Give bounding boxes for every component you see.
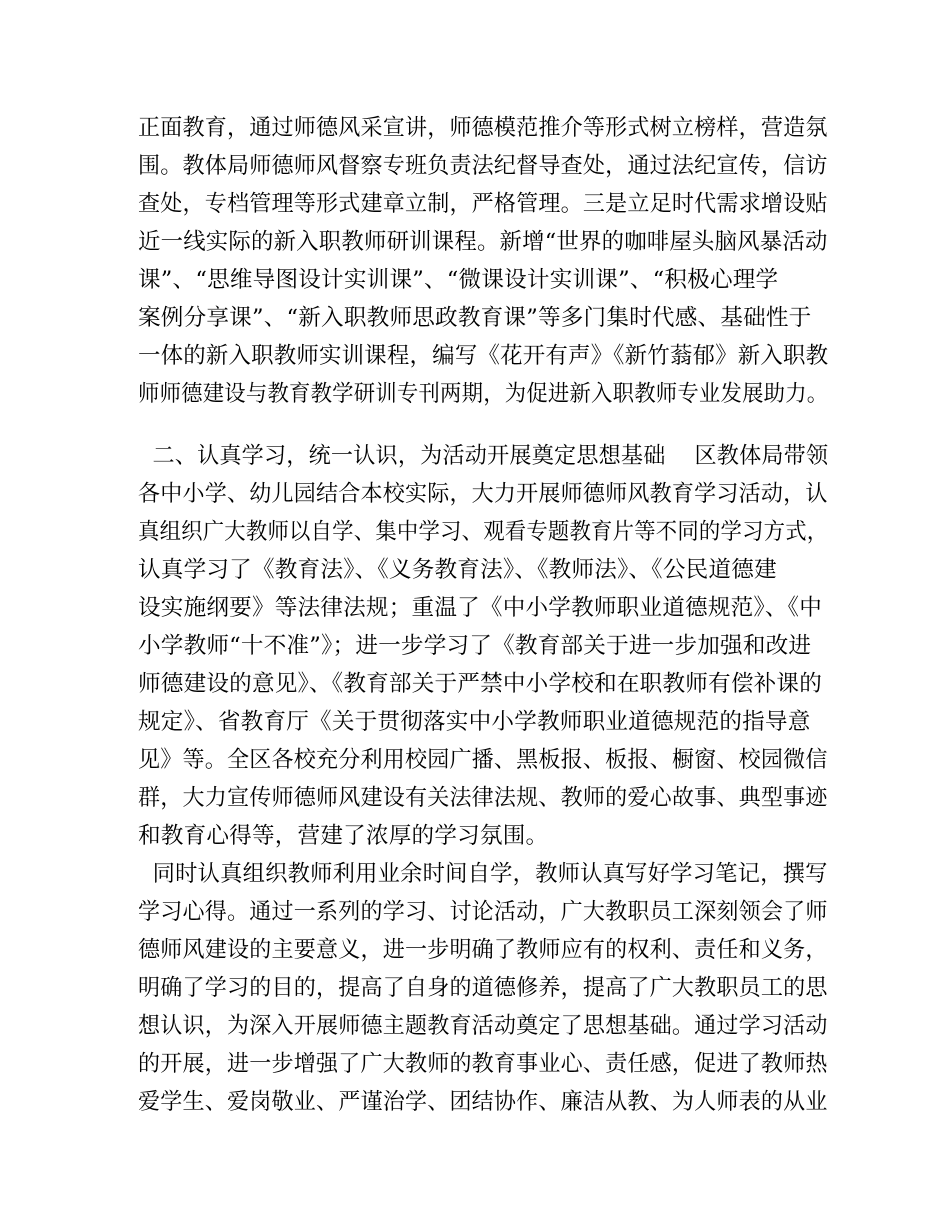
text-line: 想认识，为深入开展师德主题教育活动奠定了思想基础。通过学习活动 bbox=[138, 1013, 828, 1039]
text-line: 小学教师“十不准”》；进一步学习了《教育部关于进一步加强和改进 bbox=[138, 633, 812, 659]
text-line: 和教育心得等，营建了浓厚的学习氛围。 bbox=[138, 823, 549, 849]
text-line: 查处，专档管理等形式建章立制，严格管理。三是立足时代需求增设贴 bbox=[138, 191, 828, 217]
text-line: 明确了学习的目的，提高了自身的道德修养，提高了广大教职员工的思 bbox=[138, 975, 828, 1001]
text-line: 设实施纲要》等法律法规；重温了《中小学教师职业道德规范》、《中 bbox=[138, 595, 823, 621]
text-line: 德师风建设的主要意义，进一步明确了教师应有的权利、责任和义务， bbox=[138, 937, 828, 963]
text-line: 围。教体局师德师风督察专班负责法纪督导查处，通过法纪宣传，信访 bbox=[138, 153, 828, 179]
text-line: 同时认真组织教师利用业余时间自学，教师认真写好学习笔记，撰写 bbox=[138, 861, 828, 887]
section-heading-line: 二、认真学习，统一认识，为活动开展奠定思想基础 区教体局带领 bbox=[138, 443, 829, 469]
text-line: 师师德建设与教育教学研训专刊两期，为促进新入职教师专业发展助力。 bbox=[138, 381, 829, 407]
text-line: 近一线实际的新入职教师研训课程。新增“世界的咖啡屋头脑风暴活动 bbox=[138, 229, 828, 255]
text-line: 案例分享课”、“新入职教师思政教育课”等多门集时代感、基础性于 bbox=[138, 305, 812, 331]
text-line: 学习心得。通过一系列的学习、讨论活动，广大教职员工深刻领会了师 bbox=[138, 899, 828, 925]
text-line: 正面教育，通过师德风采宣讲，师德模范推介等形式树立榜样，营造氛 bbox=[138, 115, 828, 141]
text-line: 课”、“思维导图设计实训课”、“微课设计实训课”、“积极心理学 bbox=[138, 267, 779, 293]
text-line: 规定》、省教育厅《关于贯彻落实中小学教师职业道德规范的指导意 bbox=[138, 709, 811, 735]
text-line: 各中小学、幼儿园结合本校实际，大力开展师德师风教育学习活动，认 bbox=[138, 481, 828, 507]
text-line: 一体的新入职教师实训课程，编写《花开有声》《新竹蓊郁》新入职教 bbox=[138, 343, 829, 369]
text-line: 认真学习了《教育法》、《义务教育法》、《教师法》、《公民道德建 bbox=[138, 557, 777, 583]
text-line: 群，大力宣传师德师风建设有关法律法规、教师的爱心故事、典型事迹 bbox=[138, 785, 828, 811]
text-line: 见》等。全区各校充分利用校园广播、黑板报、板报、橱窗、校园微信 bbox=[138, 747, 828, 773]
text-line: 的开展，进一步增强了广大教师的教育事业心、责任感，促进了教师热 bbox=[138, 1051, 828, 1077]
text-line: 师德建设的意见》、《教育部关于严禁中小学校和在职教师有偿补课的 bbox=[138, 671, 823, 697]
text-line: 爱学生、爱岗敬业、严谨治学、团结协作、廉洁从教、为人师表的从业 bbox=[138, 1089, 828, 1115]
text-line: 真组织广大教师以自学、集中学习、观看专题教育片等不同的学习方式， bbox=[138, 519, 829, 545]
